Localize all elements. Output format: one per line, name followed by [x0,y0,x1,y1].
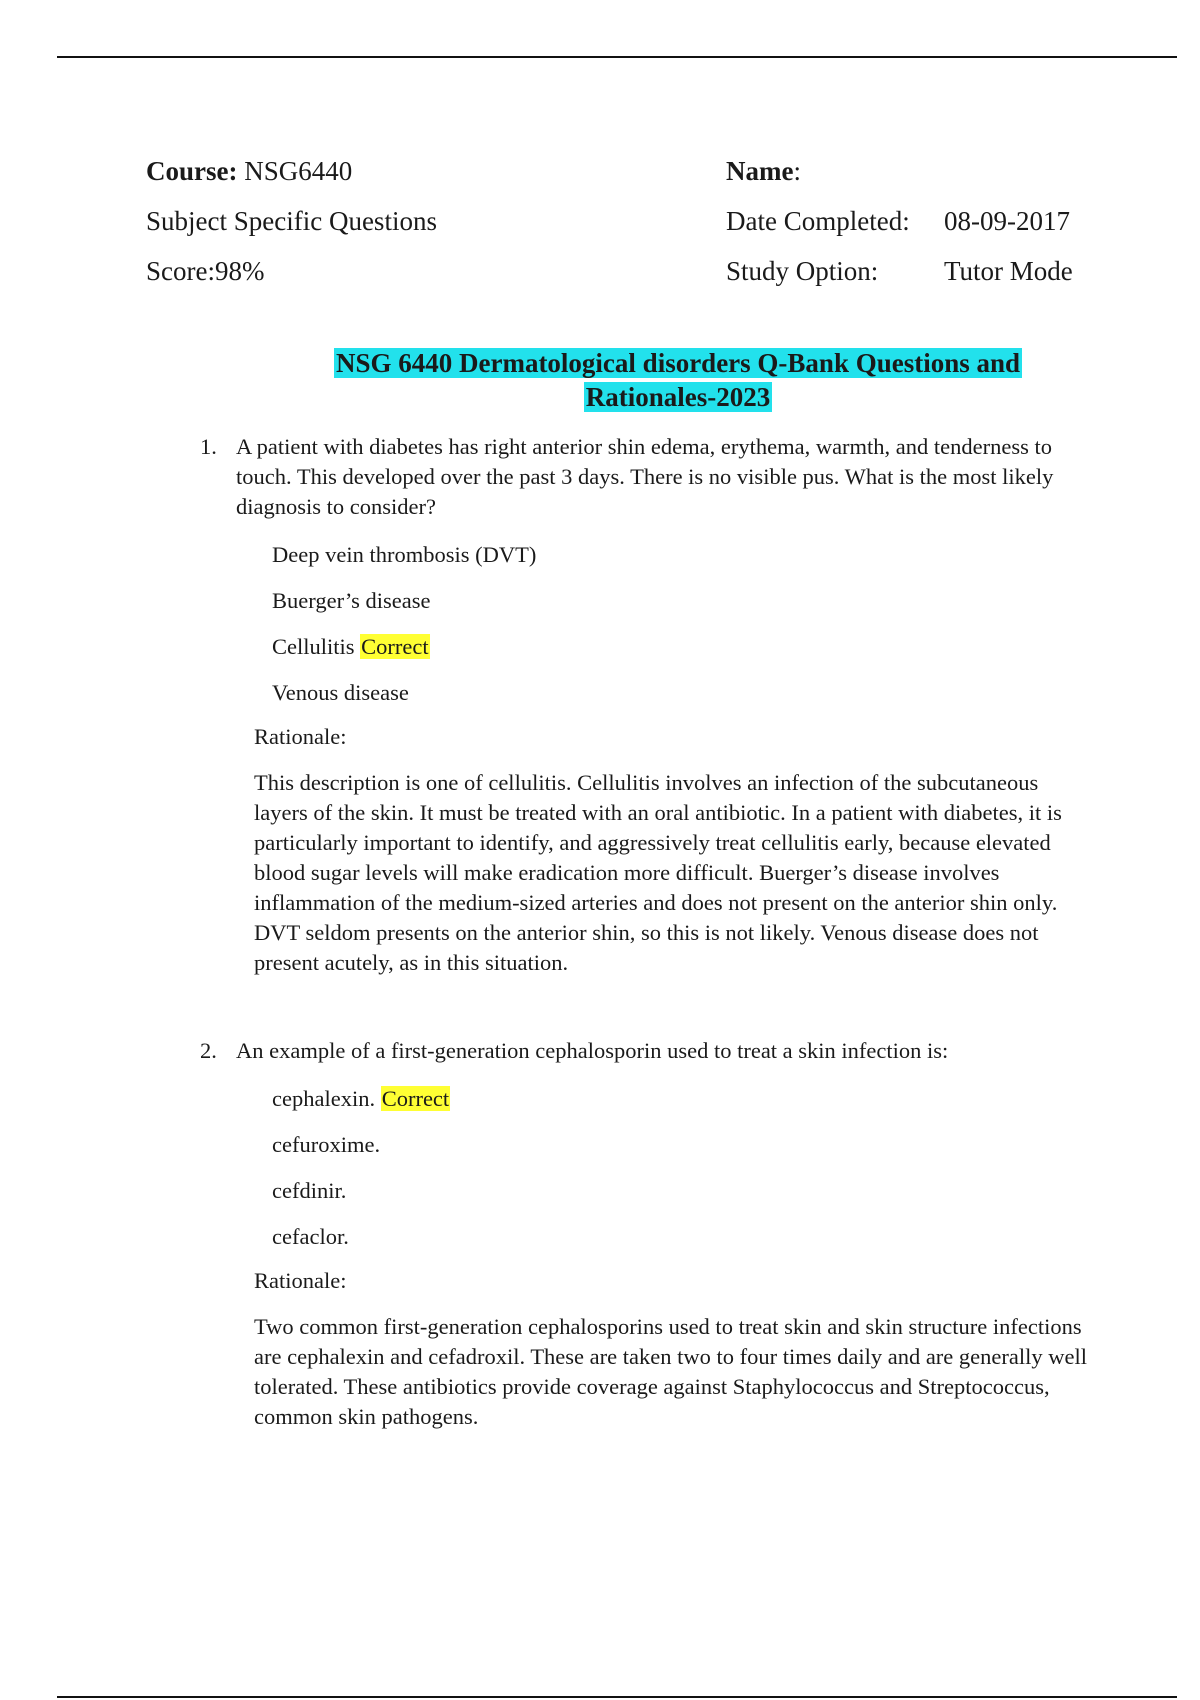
question-stem [200,432,1100,522]
answer-option [272,1130,1100,1160]
question-1 [200,432,1100,978]
question-number: 1. [200,434,217,459]
course-label: Course: [146,156,238,186]
answer-option-correct [272,1084,1100,1114]
answer-options [272,540,1100,708]
rationale-label: Rationale: [254,724,347,749]
title-line-1: NSG 6440 Dermatological disorders Q-Bank Questions and [335,348,1021,378]
option-text: Buerger’s disease [272,588,431,613]
name-label: Name [726,156,794,186]
rationale-text: This description is one of cellulitis. Cellulitis involves an infection of the subcutaneous layers of the skin. It must be treated with an oral antibiotic. In a patient with diabetes, it is particularly important to identify, and aggressively treat cellulitis early, because elevated blood sugar levels will make eradication more difficult. Buerger’s disease involves inflammation of the medium-sized arteries and does not present on the anterior shin only. DVT seldom presents on the anterior shin, so this is not likely. Venous disease does not present acutely, as in this situation. [254,770,1062,975]
document-header [146,146,1096,296]
bottom-rule [57,1696,1177,1698]
option-text: cefdinir. [272,1178,347,1203]
option-text: cephalexin. [272,1086,376,1111]
header-row-3 [146,246,1096,296]
question-stem [200,1036,1100,1066]
title-line-2: Rationales-2023 [585,382,771,412]
subject-field: Subject Specific Questions [146,206,437,236]
answer-option [272,1222,1100,1252]
option-text: Deep vein thrombosis (DVT) [272,542,537,567]
top-rule [57,56,1177,58]
score-field: Score:98% [146,256,265,286]
header-row-2 [146,196,1096,246]
answer-option [272,540,1100,570]
answer-options [272,1084,1100,1252]
correct-badge: Correct [381,1086,450,1111]
question-text: A patient with diabetes has right anterior shin edema, erythema, warmth, and tenderness to touch. This developed over the past 3 days. There is no visible pus. What is the most likely diagnosis to consider? [236,434,1054,519]
question-text: An example of a first-generation cephalosporin used to treat a skin infection is: [236,1038,949,1063]
name-field [726,146,801,196]
course-field [146,146,726,196]
correct-badge: Correct [361,634,429,659]
answer-option [272,678,1100,708]
name-colon: : [793,156,801,186]
answer-option [272,586,1100,616]
header-row-1 [146,146,1096,196]
question-number: 2. [200,1038,217,1063]
option-text: Venous disease [272,680,409,705]
answer-option-correct [272,632,1100,662]
course-value: NSG6440 [244,156,353,186]
study-option-label: Study Option: [726,256,879,286]
date-value: 08-09-2017 [944,206,1070,236]
option-text: cefuroxime. [272,1132,381,1157]
date-field [726,196,1070,246]
question-2 [200,1036,1100,1432]
date-label: Date Completed: [726,206,910,236]
study-option-value: Tutor Mode [944,256,1073,286]
option-text: Cellulitis [272,634,355,659]
document-title [146,346,1200,414]
rationale-text: Two common first-generation cephalosporins used to treat skin and skin structure infections are cephalexin and cefadroxil. These are taken two to four times daily and are generally well tolerated. These antibiotics provide coverage against Staphylococcus and Streptococcus, common skin pathogens. [254,1314,1087,1429]
option-text: cefaclor. [272,1224,349,1249]
study-option-field [726,246,1073,296]
rationale-label: Rationale: [254,1268,347,1293]
answer-option [272,1176,1100,1206]
